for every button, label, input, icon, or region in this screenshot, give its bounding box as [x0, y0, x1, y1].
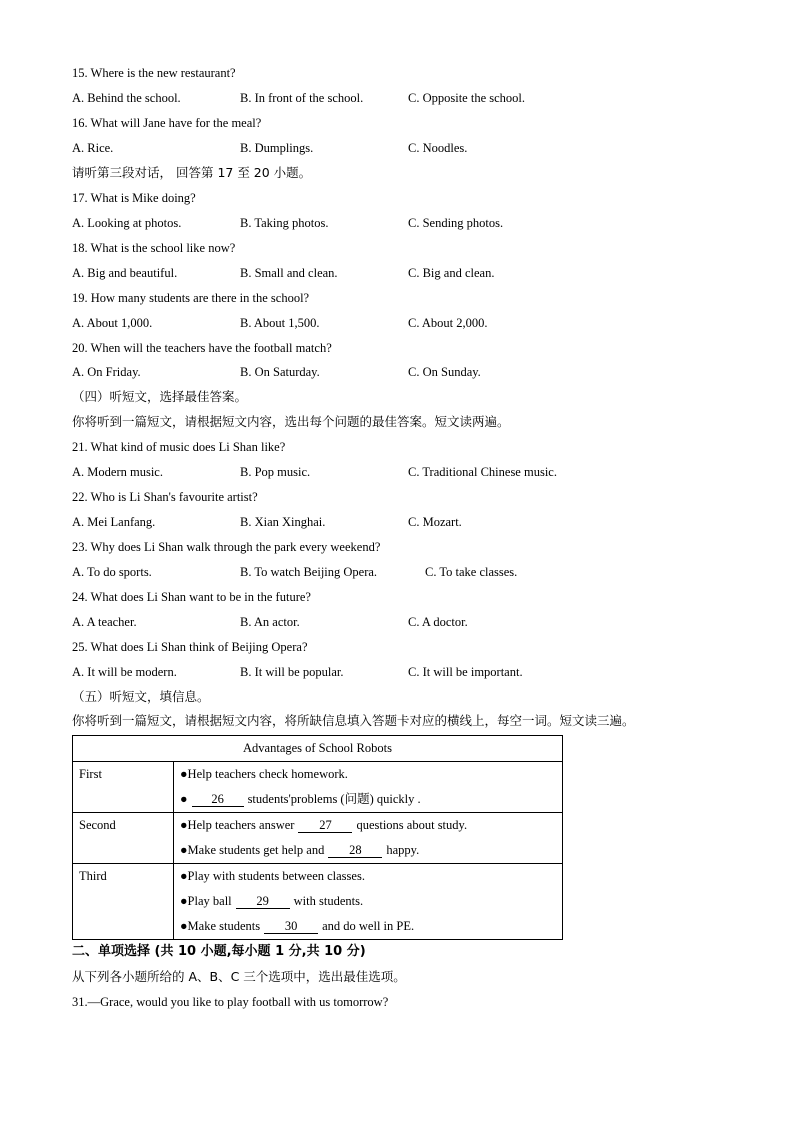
- options-17: [72, 215, 712, 231]
- option-b: B. In front of the school.: [240, 91, 364, 105]
- line-text: ●Help teachers answer: [180, 818, 295, 832]
- question-20: 20. When will the teachers have the football match?: [72, 341, 332, 355]
- question-16: 16. What will Jane have for the meal?: [72, 116, 262, 130]
- option-c: C. Mozart.: [408, 515, 462, 529]
- question-24: 24. What does Li Shan want to be in the future?: [72, 590, 311, 604]
- option-a: A. Mei Lanfang.: [72, 515, 156, 529]
- row-label: First: [73, 762, 174, 813]
- options-18: [72, 265, 712, 281]
- question-22: 22. Who is Li Shan's favourite artist?: [72, 490, 258, 504]
- option-c: C. A doctor.: [408, 615, 468, 629]
- line-text: happy.: [386, 843, 420, 857]
- option-a: A. It will be modern.: [72, 665, 177, 679]
- row-line: [174, 838, 562, 863]
- advantages-table: [72, 735, 563, 940]
- row-line: [174, 787, 562, 812]
- line-text: ●Make students: [180, 919, 261, 933]
- line-text: questions about study.: [356, 818, 468, 832]
- table-row-third: [73, 864, 563, 940]
- option-a: A. On Friday.: [72, 365, 141, 379]
- options-22: [72, 514, 712, 530]
- option-a: A. Big and beautiful.: [72, 266, 178, 280]
- option-a: A. Modern music.: [72, 465, 163, 479]
- question-15: 15. Where is the new restaurant?: [72, 66, 236, 80]
- row-line: [174, 813, 562, 838]
- option-a: A. To do sports.: [72, 565, 152, 579]
- option-b: B. On Saturday.: [240, 365, 320, 379]
- question-19: 19. How many students are there in the school?: [72, 291, 310, 305]
- option-b: B. Small and clean.: [240, 266, 338, 280]
- option-a: A. About 1,000.: [72, 316, 153, 330]
- table-title: Advantages of School Robots: [73, 736, 563, 762]
- blank-26[interactable]: 26: [192, 792, 244, 807]
- option-c: C. Big and clean.: [408, 266, 495, 280]
- blank-29[interactable]: 29: [236, 894, 290, 909]
- question-18: 18. What is the school like now?: [72, 241, 236, 255]
- option-b: B. It will be popular.: [240, 665, 344, 679]
- line-text: ●: [180, 792, 188, 806]
- option-c: C. Traditional Chinese music.: [408, 465, 557, 479]
- options-20: [72, 364, 712, 380]
- option-b: B. An actor.: [240, 615, 300, 629]
- line-text: ●Make students get help and: [180, 843, 325, 857]
- section5-instruction: 你将听到一篇短文，请根据短文内容，将所缺信息填入答题卡对应的横线上，每空一词。短文读三遍。: [72, 713, 635, 728]
- row-label: Third: [73, 864, 174, 940]
- option-c: C. Sending photos.: [408, 216, 504, 230]
- option-a: A. Rice.: [72, 141, 114, 155]
- question-17: 17. What is Mike doing?: [72, 191, 196, 205]
- option-b: B. To watch Beijing Opera.: [240, 565, 378, 579]
- option-b: B. Xian Xinghai.: [240, 515, 326, 529]
- blank-27[interactable]: 27: [298, 818, 352, 833]
- option-c: C. To take classes.: [425, 565, 518, 579]
- options-25: [72, 664, 712, 680]
- option-c: C. Noodles.: [408, 141, 468, 155]
- section4-instruction: 你将听到一篇短文，请根据短文内容，选出每个问题的最佳答案。短文读两遍。: [72, 414, 510, 429]
- table-row-first: [73, 762, 563, 813]
- option-a: A. Looking at photos.: [72, 216, 182, 230]
- line-text: students'problems (问题) quickly .: [247, 792, 421, 806]
- row-line: [174, 889, 562, 914]
- section3-instruction: 请听第三段对话， 回答第 17 至 20 小题。: [72, 165, 312, 180]
- option-b: B. Pop music.: [240, 465, 311, 479]
- question-23: 23. Why does Li Shan walk through the park every weekend?: [72, 540, 381, 554]
- row-content: [174, 762, 563, 813]
- options-16: [72, 140, 712, 156]
- question-25: 25. What does Li Shan think of Beijing Opera?: [72, 640, 308, 654]
- option-b: B. Dumplings.: [240, 141, 314, 155]
- options-21: [72, 464, 712, 480]
- table-row-second: [73, 813, 563, 864]
- option-a: A. A teacher.: [72, 615, 137, 629]
- section4-title: （四）听短文，选择最佳答案。: [72, 389, 248, 404]
- line-text: and do well in PE.: [322, 919, 415, 933]
- part2-title: 二、单项选择 (共 10 小题,每小题 1 分,共 10 分): [72, 944, 366, 959]
- section5-title: （五）听短文，填信息。: [72, 689, 210, 704]
- option-c: C. About 2,000.: [408, 316, 488, 330]
- line-text: ●Play ball: [180, 894, 232, 908]
- option-b: B. Taking photos.: [240, 216, 329, 230]
- option-c: C. It will be important.: [408, 665, 523, 679]
- options-24: [72, 614, 712, 630]
- blank-30[interactable]: 30: [264, 919, 318, 934]
- options-15: [72, 90, 712, 106]
- options-19: [72, 315, 712, 331]
- row-label: Second: [73, 813, 174, 864]
- row-line: ●Help teachers check homework.: [180, 767, 348, 781]
- question-21: 21. What kind of music does Li Shan like?: [72, 440, 286, 454]
- option-b: B. About 1,500.: [240, 316, 320, 330]
- line-text: with students.: [293, 894, 364, 908]
- option-c: C. Opposite the school.: [408, 91, 526, 105]
- row-content: [174, 864, 563, 940]
- question-31: 31.—Grace, would you like to play football with us tomorrow?: [72, 995, 389, 1009]
- row-content: [174, 813, 563, 864]
- row-line: [174, 914, 562, 939]
- options-23: [72, 564, 712, 580]
- row-line: ●Play with students between classes.: [180, 869, 365, 883]
- option-a: A. Behind the school.: [72, 91, 181, 105]
- option-c: C. On Sunday.: [408, 365, 481, 379]
- part2-instruction: 从下列各小题所给的 A、B、C 三个选项中，选出最佳选项。: [72, 969, 406, 984]
- blank-28[interactable]: 28: [328, 843, 382, 858]
